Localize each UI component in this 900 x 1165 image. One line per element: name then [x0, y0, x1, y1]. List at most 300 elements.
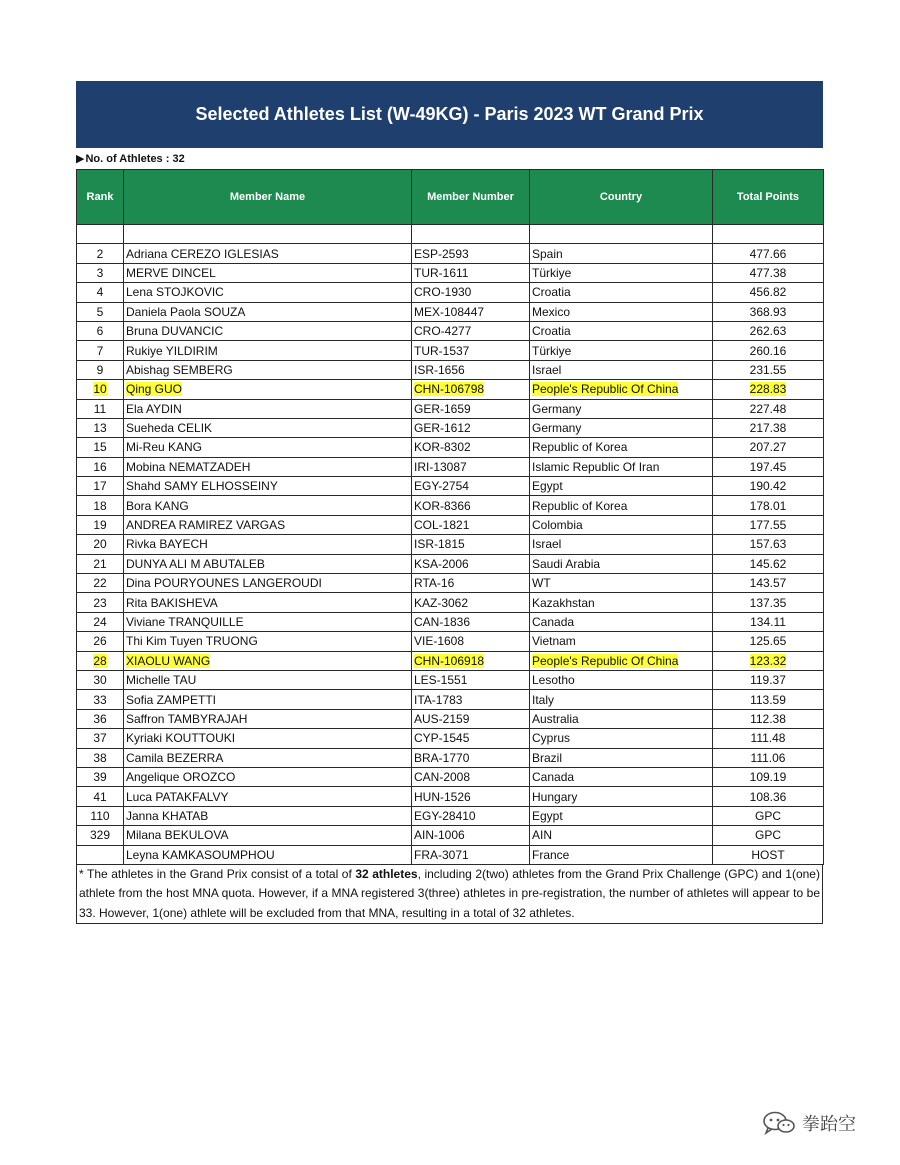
- cell-member-number-text: HUN-1526: [414, 789, 471, 804]
- watermark-text: 拳跆空: [802, 1114, 856, 1135]
- cell-country-text: France: [532, 847, 570, 862]
- cell-rank-text: 13: [93, 421, 107, 436]
- cell-total-points-text: 228.83: [749, 382, 787, 397]
- cell-member-name: [124, 321, 412, 340]
- cell-member-name-text: Qing GUO: [126, 382, 183, 397]
- cell-country: [530, 709, 713, 728]
- cell-total-points: [713, 826, 824, 845]
- cell-rank-text: 21: [93, 556, 107, 571]
- cell-member-number: [412, 302, 530, 321]
- cell-total-points: [713, 399, 824, 418]
- cell-total-points: [713, 651, 824, 670]
- cell-member-name: [124, 690, 412, 709]
- cell-country: [530, 399, 713, 418]
- cell-country-text: Lesotho: [532, 673, 575, 688]
- cell-total-points: [713, 321, 824, 340]
- cell-member-name-text: ANDREA RAMIREZ VARGAS: [126, 518, 286, 533]
- cell-rank-text: 37: [93, 731, 107, 746]
- cell-rank-text: 20: [93, 537, 107, 552]
- cell-country-text: Islamic Republic Of Iran: [532, 459, 660, 474]
- table-row: [77, 632, 824, 651]
- cell-rank: [77, 399, 124, 418]
- cell-country: [530, 651, 713, 670]
- cell-member-name: [124, 593, 412, 612]
- cell-total-points-text: GPC: [754, 828, 781, 843]
- cell-total-points: [713, 457, 824, 476]
- cell-country: [530, 341, 713, 360]
- cell-total-points: [713, 574, 824, 593]
- cell-rank: [77, 496, 124, 515]
- cell-member-name: [124, 767, 412, 786]
- table-row: [77, 360, 824, 379]
- athletes-table: [76, 169, 824, 865]
- cell-total-points: [713, 690, 824, 709]
- cell-member-name: [124, 515, 412, 534]
- cell-country: [530, 496, 713, 515]
- cell-rank: [77, 632, 124, 651]
- table-row: [77, 845, 824, 864]
- cell-member-number-text: RTA-16: [414, 576, 455, 591]
- cell-country-text: Republic of Korea: [532, 440, 628, 455]
- cell-rank-text: 2: [96, 246, 104, 261]
- cell-country-text: Türkiye: [532, 265, 572, 280]
- cell-member-name-text: Janna KHATAB: [126, 808, 209, 823]
- cell-member-name: [124, 457, 412, 476]
- cell-member-name-text: DUNYA ALI M ABUTALEB: [126, 556, 265, 571]
- cell-total-points-text: 123.32: [749, 653, 787, 668]
- cell-rank: [77, 535, 124, 554]
- cell-member-number-text: CHN-106918: [414, 653, 485, 668]
- cell-member-number-text: MEX-108447: [414, 304, 485, 319]
- cell-total-points-text: 190.42: [749, 479, 787, 494]
- cell-country-text: Brazil: [532, 750, 563, 765]
- cell-total-points: [713, 729, 824, 748]
- table-row: [77, 826, 824, 845]
- cell-member-number: [412, 283, 530, 302]
- cell-country-text: People's Republic Of China: [532, 653, 679, 668]
- cell-member-name-text: Ela AYDIN: [126, 401, 182, 416]
- cell-member-number-text: AUS-2159: [414, 711, 470, 726]
- cell-total-points: [713, 283, 824, 302]
- cell-member-number-text: CAN-1836: [414, 615, 471, 629]
- cell-member-name: [124, 341, 412, 360]
- cell-country-text: Germany: [532, 421, 582, 436]
- cell-total-points: [713, 360, 824, 379]
- table-row: [77, 341, 824, 360]
- cell-member-name-text: Shahd SAMY ELHOSSEINY: [126, 479, 278, 494]
- cell-member-number-text: KAZ-3062: [414, 595, 469, 610]
- cell-total-points-text: GPC: [754, 808, 781, 823]
- cell-total-points-text: 113.59: [750, 692, 786, 707]
- cell-rank: [77, 690, 124, 709]
- cell-country: [530, 612, 713, 631]
- header-country: Country: [530, 170, 713, 225]
- cell-member-name-text: XIAOLU WANG: [126, 653, 211, 668]
- cell-member-number-text: CRO-4277: [414, 324, 472, 339]
- cell-member-number: [412, 380, 530, 399]
- cell-member-number-text: FRA-3071: [414, 847, 469, 862]
- cell-member-name: [124, 826, 412, 845]
- cell-member-number: [412, 806, 530, 825]
- cell-rank-text: 5: [96, 304, 104, 319]
- cell-member-name: [124, 477, 412, 496]
- cell-total-points: [713, 670, 824, 689]
- cell-member-name: [124, 632, 412, 651]
- cell-member-name-text: Daniela Paola SOUZA: [126, 304, 246, 319]
- cell-country: [530, 690, 713, 709]
- cell-country: [530, 515, 713, 534]
- cell-member-number: [412, 670, 530, 689]
- cell-rank-text: 18: [93, 498, 107, 513]
- cell-member-number-text: TUR-1611: [414, 265, 469, 280]
- cell-country-text: Israel: [532, 537, 562, 552]
- cell-country-text: Italy: [532, 692, 555, 707]
- cell-country: [530, 418, 713, 437]
- cell-member-name: [124, 418, 412, 437]
- cell-member-number-text: KSA-2006: [414, 556, 469, 571]
- cell-member-name-text: Lena STOJKOVIC: [126, 285, 224, 300]
- table-row: [77, 748, 824, 767]
- cell-total-points-text: 477.66: [749, 246, 787, 261]
- cell-country-text: Germany: [532, 401, 582, 416]
- cell-rank-text: 30: [93, 673, 107, 688]
- cell-rank: [77, 574, 124, 593]
- cell-member-name: [124, 670, 412, 689]
- cell-total-points: [713, 748, 824, 767]
- cell-member-number: [412, 341, 530, 360]
- cell-total-points: [713, 496, 824, 515]
- cell-member-name: [124, 263, 412, 282]
- cell-member-number-text: AIN-1006: [414, 828, 465, 843]
- table-row: [77, 670, 824, 689]
- cell-country-text: Mexico: [532, 304, 571, 319]
- document-title: Selected Athletes List (W-49KG) - Paris 2023 WT Grand Prix: [76, 81, 823, 148]
- cell-rank: [77, 341, 124, 360]
- table-row: [77, 787, 824, 806]
- cell-rank: [77, 826, 124, 845]
- table-row: [77, 593, 824, 612]
- wechat-icon: [762, 1111, 796, 1135]
- watermark: [762, 1110, 856, 1136]
- cell-member-number-text: BRA-1770: [414, 750, 470, 765]
- cell-rank-text: 110: [90, 808, 110, 823]
- table-row: [77, 263, 824, 282]
- cell-rank: [77, 380, 124, 399]
- cell-rank-text: 16: [93, 459, 107, 474]
- cell-member-number: [412, 515, 530, 534]
- cell-country: [530, 244, 713, 263]
- cell-member-name: [124, 612, 412, 631]
- cell-member-name-text: Adriana CEREZO IGLESIAS: [126, 246, 279, 261]
- cell-member-number: [412, 438, 530, 457]
- cell-country: [530, 477, 713, 496]
- cell-rank: [77, 729, 124, 748]
- cell-rank-text: 9: [96, 362, 104, 377]
- cell-member-name-text: Rivka BAYECH: [126, 537, 208, 552]
- cell-rank: [77, 787, 124, 806]
- cell-total-points-text: 143.57: [749, 576, 787, 591]
- cell-rank-text: 26: [93, 634, 107, 649]
- cell-total-points: [713, 709, 824, 728]
- cell-member-name-text: Luca PATAKFALVY: [126, 789, 229, 804]
- cell-total-points: [713, 554, 824, 573]
- cell-member-number: [412, 360, 530, 379]
- cell-member-name-text: Saffron TAMBYRAJAH: [126, 711, 248, 726]
- table-row: [77, 477, 824, 496]
- cell-member-number-text: CYP-1545: [414, 731, 470, 746]
- cell-country: [530, 845, 713, 864]
- cell-member-number-text: ESP-2593: [414, 246, 469, 261]
- cell-member-number-text: COL-1821: [414, 518, 470, 533]
- cell-member-name: [124, 380, 412, 399]
- cell-total-points: [713, 438, 824, 457]
- cell-member-number-text: VIE-1608: [414, 634, 465, 649]
- athlete-count-line: [76, 148, 823, 169]
- cell-member-name: [124, 399, 412, 418]
- cell-member-number-text: TUR-1537: [414, 343, 470, 358]
- cell-rank: [77, 263, 124, 282]
- cell-total-points-text: 227.48: [749, 401, 787, 416]
- table-row: [77, 767, 824, 786]
- cell-member-number-text: ISR-1815: [414, 537, 465, 552]
- table-row: [77, 496, 824, 515]
- cell-total-points-text: 145.62: [749, 556, 787, 571]
- cell-member-number: [412, 729, 530, 748]
- header-member-name: Member Name: [124, 170, 412, 225]
- cell-member-number-text: KOR-8302: [414, 440, 471, 455]
- cell-member-number: [412, 748, 530, 767]
- cell-member-number-text: EGY-2754: [414, 479, 469, 494]
- cell-member-number: [412, 612, 530, 631]
- cell-country: [530, 632, 713, 651]
- cell-total-points: [713, 787, 824, 806]
- cell-member-name: [124, 806, 412, 825]
- cell-country-text: Croatia: [532, 285, 571, 300]
- cell-rank: [77, 515, 124, 534]
- cell-rank-text: 36: [93, 711, 107, 726]
- cell-total-points: [713, 612, 824, 631]
- cell-member-name-text: Rita BAKISHEVA: [126, 595, 218, 610]
- cell-member-name-text: Michelle TAU: [126, 673, 197, 688]
- cell-member-number: [412, 709, 530, 728]
- cell-member-name: [124, 574, 412, 593]
- cell-total-points: [713, 477, 824, 496]
- cell-country-text: Hungary: [532, 789, 578, 804]
- table-row: [77, 399, 824, 418]
- cell-total-points-text: 217.38: [749, 421, 787, 436]
- cell-rank: [77, 302, 124, 321]
- cell-country: [530, 380, 713, 399]
- cell-rank: [77, 360, 124, 379]
- cell-country-text: Kazakhstan: [532, 595, 595, 610]
- cell-total-points-text: 137.35: [749, 595, 787, 610]
- cell-rank: [77, 670, 124, 689]
- cell-total-points: [713, 806, 824, 825]
- cell-member-number-text: CAN-2008: [414, 770, 471, 785]
- cell-member-number: [412, 690, 530, 709]
- table-header-row: [77, 170, 824, 225]
- cell-country: [530, 767, 713, 786]
- cell-country-text: Spain: [532, 246, 563, 261]
- cell-rank-text: 22: [93, 576, 107, 591]
- cell-rank: [77, 612, 124, 631]
- cell-country: [530, 360, 713, 379]
- cell-country-text: Croatia: [532, 324, 571, 339]
- table-row: [77, 612, 824, 631]
- cell-total-points-text: 177.55: [749, 518, 787, 533]
- cell-rank: [77, 806, 124, 825]
- cell-country-text: Australia: [532, 711, 579, 726]
- cell-member-name-text: Leyna KAMKASOUMPHOU: [126, 847, 275, 862]
- cell-member-name-text: Angelique OROZCO: [126, 770, 236, 785]
- cell-country-text: Israel: [532, 362, 562, 377]
- cell-rank-text: 38: [93, 750, 107, 765]
- header-member-number: Member Number: [412, 170, 530, 225]
- table-row: [77, 515, 824, 534]
- cell-member-number: [412, 399, 530, 418]
- cell-country-text: Canada: [532, 770, 575, 785]
- cell-member-name: [124, 535, 412, 554]
- cell-rank: [77, 244, 124, 263]
- cell-member-name-text: MERVE DINCEL: [126, 265, 216, 280]
- cell-member-name: [124, 496, 412, 515]
- cell-rank-text: 329: [89, 828, 111, 843]
- cell-country-text: Egypt: [532, 479, 563, 494]
- cell-member-name-text: Rukiye YILDIRIM: [126, 343, 218, 358]
- cell-total-points-text: 197.45: [749, 459, 787, 474]
- table-row: [77, 321, 824, 340]
- cell-member-number: [412, 574, 530, 593]
- cell-country: [530, 457, 713, 476]
- cell-total-points-text: 112.38: [750, 711, 786, 726]
- cell-rank-text: 15: [93, 440, 107, 455]
- cell-member-name-text: Camila BEZERRA: [126, 750, 224, 765]
- cell-rank-text: 33: [93, 692, 107, 707]
- cell-country: [530, 321, 713, 340]
- cell-country-text: AIN: [532, 828, 553, 843]
- cell-member-number: [412, 787, 530, 806]
- cell-rank-text: 28: [93, 653, 107, 668]
- cell-rank: [77, 748, 124, 767]
- cell-rank: [77, 438, 124, 457]
- table-row: [77, 709, 824, 728]
- cell-member-name-text: Bruna DUVANCIC: [126, 324, 224, 339]
- cell-country: [530, 748, 713, 767]
- cell-rank-text: 19: [93, 518, 107, 533]
- cell-member-number: [412, 496, 530, 515]
- cell-total-points-text: 231.55: [749, 362, 787, 377]
- table-spacer-row: [77, 225, 824, 244]
- cell-member-name-text: Dina POURYOUNES LANGEROUDI: [126, 576, 322, 591]
- cell-total-points-text: 109.19: [749, 770, 787, 785]
- cell-member-name-text: Mobina NEMATZADEH: [126, 459, 251, 474]
- cell-country: [530, 438, 713, 457]
- cell-rank-text: 4: [96, 285, 104, 300]
- cell-country: [530, 787, 713, 806]
- athlete-count: No. of Athletes : 32: [85, 152, 185, 165]
- cell-rank: [77, 418, 124, 437]
- footnote-text-end: , including 2(two) athletes from the Grand Prix Challenge (GPC) and 1(one) athlete from the host MNA quota. However, if a MNA registered 3(three) athletes in pre-registration, the number of athletes will appear to be 33. However, 1(one) athlete will be excluded from that MNA, resulting in a total of 32 athletes.: [79, 866, 820, 920]
- table-row: [77, 690, 824, 709]
- cell-member-name: [124, 554, 412, 573]
- cell-member-number-text: GER-1612: [414, 421, 471, 436]
- cell-total-points-text: 178.01: [749, 498, 787, 513]
- cell-rank-text: 11: [93, 401, 107, 416]
- cell-member-name-text: Thi Kim Tuyen TRUONG: [126, 634, 258, 649]
- cell-member-number: [412, 457, 530, 476]
- table-row: [77, 283, 824, 302]
- cell-member-number: [412, 826, 530, 845]
- cell-country: [530, 670, 713, 689]
- table-row: [77, 244, 824, 263]
- cell-rank-text: 24: [93, 615, 107, 629]
- cell-member-number: [412, 244, 530, 263]
- cell-country-text: Türkiye: [532, 343, 572, 358]
- table-row: [77, 729, 824, 748]
- table-row: [77, 574, 824, 593]
- cell-member-name: [124, 729, 412, 748]
- cell-member-name: [124, 244, 412, 263]
- cell-total-points-text: 456.82: [749, 285, 787, 300]
- cell-member-name-text: Mi-Reu KANG: [126, 440, 203, 455]
- cell-rank: [77, 767, 124, 786]
- cell-member-number: [412, 767, 530, 786]
- cell-member-name-text: Bora KANG: [126, 498, 189, 513]
- cell-member-name-text: Milana BEKULOVA: [126, 828, 229, 843]
- cell-total-points: [713, 515, 824, 534]
- header-total-points: Total Points: [713, 170, 824, 225]
- cell-country: [530, 574, 713, 593]
- cell-total-points: [713, 244, 824, 263]
- cell-country: [530, 729, 713, 748]
- cell-member-name-text: Viviane TRANQUILLE: [126, 615, 244, 629]
- table-row: [77, 554, 824, 573]
- cell-total-points-text: 262.63: [749, 324, 787, 339]
- cell-member-name-text: Sueheda CELIK: [126, 421, 213, 436]
- cell-member-number: [412, 418, 530, 437]
- cell-member-name-text: Kyriaki KOUTTOUKI: [126, 731, 236, 746]
- cell-total-points-text: 111.48: [750, 731, 786, 746]
- table-row: [77, 418, 824, 437]
- table-row: [77, 457, 824, 476]
- athletes-document: [76, 81, 823, 924]
- cell-total-points-text: 157.63: [749, 537, 787, 552]
- cell-rank-text: 17: [93, 479, 107, 494]
- cell-country: [530, 806, 713, 825]
- cell-country: [530, 302, 713, 321]
- cell-country-text: Vietnam: [532, 634, 576, 649]
- cell-total-points: [713, 380, 824, 399]
- cell-rank: [77, 283, 124, 302]
- cell-total-points-text: 477.38: [749, 265, 787, 280]
- cell-country: [530, 593, 713, 612]
- cell-total-points: [713, 593, 824, 612]
- table-row: [77, 651, 824, 670]
- cell-total-points: [713, 845, 824, 864]
- cell-member-name: [124, 438, 412, 457]
- cell-rank: [77, 457, 124, 476]
- cell-rank-text: 6: [96, 324, 104, 339]
- cell-country-text: Canada: [532, 615, 575, 629]
- table-row: [77, 535, 824, 554]
- cell-member-name: [124, 709, 412, 728]
- cell-member-number-text: IRI-13087: [414, 459, 467, 474]
- cell-member-number-text: CHN-106798: [414, 382, 485, 397]
- cell-total-points-text: HOST: [751, 847, 785, 862]
- cell-total-points-text: 119.37: [750, 673, 786, 688]
- cell-total-points: [713, 302, 824, 321]
- cell-member-number-text: CRO-1930: [414, 285, 472, 300]
